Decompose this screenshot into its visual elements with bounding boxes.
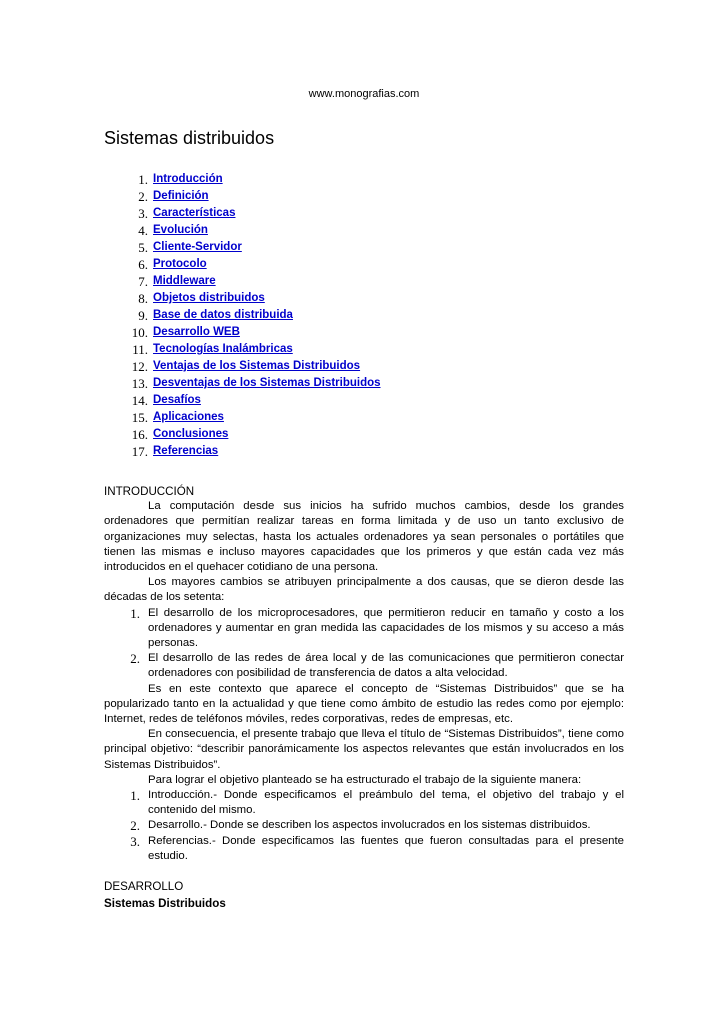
desarrollo-subheading: Sistemas Distribuidos (104, 897, 226, 910)
list-number: 2. (130, 818, 140, 834)
toc-item (104, 290, 381, 307)
desarrollo-section (104, 878, 226, 912)
toc-link-desafios[interactable]: Desafíos (153, 394, 201, 406)
toc-link-base-de-datos[interactable]: Base de datos distribuida (153, 309, 293, 321)
intro-paragraph: Los mayores cambios se atribuyen principalmente a dos causas, que se dieron desde las décadas de los setenta: (104, 576, 624, 604)
toc-link-introduccion[interactable]: Introducción (153, 173, 223, 185)
toc-number: 4. (138, 223, 148, 238)
document-title: Sistemas distribuidos (104, 128, 275, 148)
toc-number: 13. (131, 376, 148, 391)
introduction-section (104, 484, 624, 864)
toc-item (104, 443, 381, 460)
toc-number: 9. (138, 308, 148, 323)
table-of-contents (104, 171, 381, 460)
toc-link-desventajas[interactable]: Desventajas de los Sistemas Distribuidos (153, 377, 381, 389)
toc-item (104, 409, 381, 426)
list-number: 1. (130, 788, 140, 804)
toc-number: 3. (138, 206, 148, 221)
toc-number: 16. (131, 427, 148, 442)
toc-item (104, 392, 381, 409)
toc-number: 5. (138, 240, 148, 255)
list-item-text: El desarrollo de las redes de área local y de las comunicaciones que permitieron conectar ordenadores con posibilidad de transferencia de datos a alta velocidad. (148, 652, 624, 680)
toc-link-evolucion[interactable]: Evolución (153, 224, 208, 236)
toc-link-ventajas[interactable]: Ventajas de los Sistemas Distribuidos (153, 360, 361, 372)
toc-link-caracteristicas[interactable]: Características (153, 207, 236, 219)
toc-item (104, 426, 381, 443)
toc-link-objetos-distribuidos[interactable]: Objetos distribuidos (153, 292, 265, 304)
list-number: 2. (130, 651, 140, 667)
toc-number: 15. (131, 410, 148, 425)
toc-item (104, 324, 381, 341)
intro-paragraph: Es en este contexto que aparece el concepto de “Sistemas Distribuidos” que se ha popularizado tanto en la actualidad y que tiene como ámbito de estudio las redes como por ejemplo: Internet, redes de teléfonos móviles, redes corporativas, redes de empresas, etc. (104, 682, 624, 726)
toc-link-referencias[interactable]: Referencias (153, 445, 219, 457)
list-item (104, 651, 624, 681)
list-item (104, 788, 624, 818)
toc-link-desarrollo-web[interactable]: Desarrollo WEB (153, 326, 240, 338)
toc-item (104, 358, 381, 375)
toc-item (104, 341, 381, 358)
introduction-heading: INTRODUCCIÓN (104, 485, 195, 498)
toc-item (104, 205, 381, 222)
header-url: www.monografias.com (308, 88, 420, 100)
list-item-text: Referencias.- Donde especificamos las fuentes que fueron consultadas para el presente estudio. (148, 834, 624, 862)
list-item-text: El desarrollo de los microprocesadores, que permitieron reducir en tamaño y costo a los ordenadores y aumentar en gran medida las capacidades de los mismos y su acceso a más personas. (148, 606, 624, 650)
structure-list (104, 788, 624, 864)
toc-item (104, 239, 381, 256)
toc-item (104, 171, 381, 188)
toc-item (104, 188, 381, 205)
toc-link-definicion[interactable]: Definición (153, 190, 209, 202)
causes-list (104, 606, 624, 682)
toc-link-tecnologias-inalambricas[interactable]: Tecnologías Inalámbricas (153, 343, 293, 355)
toc-link-aplicaciones[interactable]: Aplicaciones (153, 411, 224, 423)
list-item (104, 834, 624, 864)
list-item (104, 818, 624, 833)
intro-paragraph: Para lograr el objetivo planteado se ha estructurado el trabajo de la siguiente manera: (148, 773, 582, 786)
toc-number: 7. (138, 274, 148, 289)
list-number: 1. (130, 605, 140, 621)
list-item (104, 606, 624, 652)
toc-item (104, 256, 381, 273)
toc-number: 8. (138, 291, 148, 306)
list-number: 3. (130, 833, 140, 849)
toc-number: 11. (132, 342, 148, 357)
intro-paragraph: La computación desde sus inicios ha sufrido muchos cambios, desde los grandes ordenadores que permitían realizar tareas en forma limitada y de uso un tanto exclusivo de organizaciones muy selectas, hasta los actuales ordenadores ya sean personales o portátiles que tienen las mismas e incluso mayores capacidades que los primeros y que están cada vez más introducidos en el quehacer cotidiano de una persona. (104, 500, 624, 574)
toc-item (104, 273, 381, 290)
toc-number: 6. (138, 257, 148, 272)
toc-link-cliente-servidor[interactable]: Cliente-Servidor (153, 241, 242, 253)
desarrollo-heading: DESARROLLO (104, 880, 184, 893)
toc-link-protocolo[interactable]: Protocolo (153, 258, 207, 270)
toc-number: 12. (131, 359, 148, 374)
toc-item (104, 375, 381, 392)
toc-link-middleware[interactable]: Middleware (153, 275, 216, 287)
list-item-text: Desarrollo.- Donde se describen los aspectos involucrados en los sistemas distribuidos. (148, 819, 591, 832)
toc-link-conclusiones[interactable]: Conclusiones (153, 428, 229, 440)
list-item-text: Introducción.- Donde especificamos el preámbulo del tema, el objetivo del trabajo y el contenido del mismo. (148, 789, 624, 817)
toc-number: 17. (131, 444, 148, 459)
toc-item (104, 307, 381, 324)
toc-number: 2. (138, 189, 148, 204)
toc-number: 1. (138, 172, 148, 187)
intro-paragraph: En consecuencia, el presente trabajo que lleva el título de “Sistemas Distribuidos”, tiene como principal objetivo: “describir panorámicamente los aspectos relevantes que están involucrados en los Sistemas Distribuidos”. (104, 728, 624, 771)
toc-item (104, 222, 381, 239)
toc-number: 14. (131, 393, 148, 408)
toc-number: 10. (131, 325, 148, 340)
